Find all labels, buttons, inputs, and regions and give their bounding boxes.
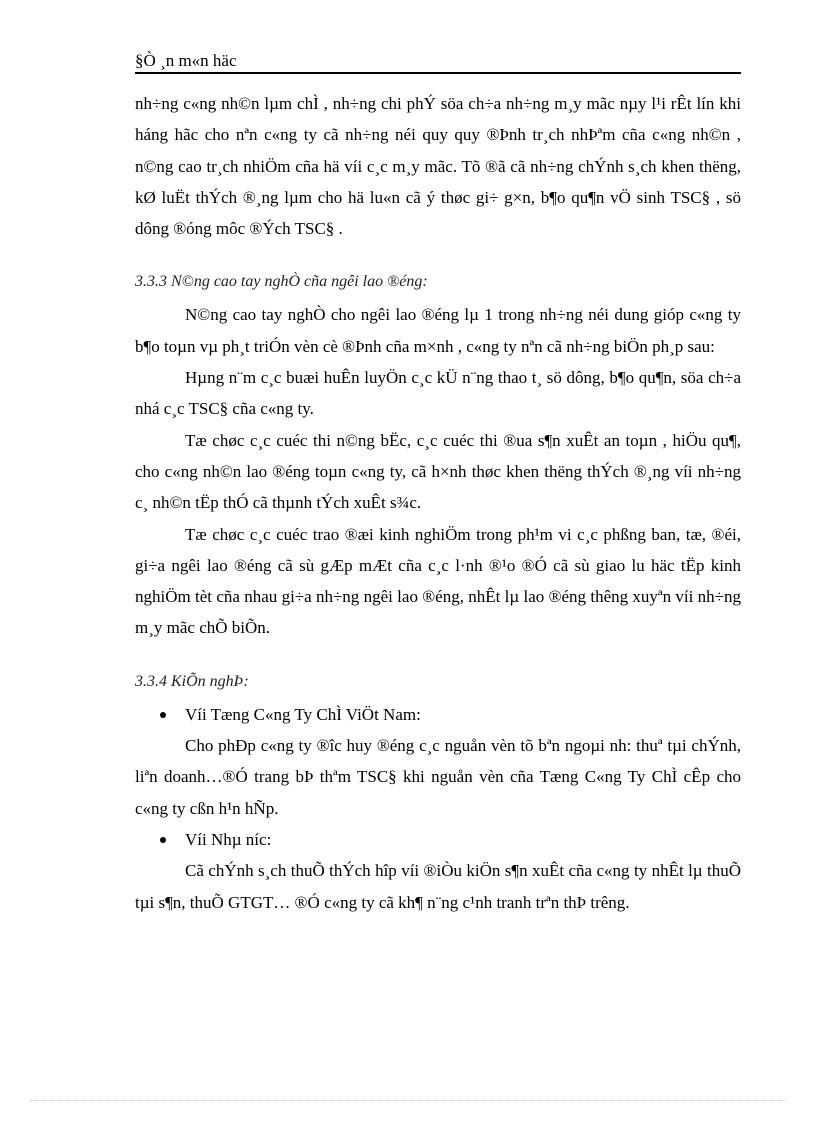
page-bottom-divider <box>30 1100 786 1101</box>
bullet-text: Víi Nhµ níc: <box>185 829 272 849</box>
section-heading: 3.3.4 KiÕn nghÞ: <box>135 672 249 690</box>
section-heading: 3.3.3 N©ng cao tay nghÒ cña ngêi lao ®éng: <box>135 273 428 291</box>
paragraph: Hµng n¨m c¸c buæi huÊn luyÖn c¸c kÜ n¨ng thao t¸ sö dông, b¶o qu¶n, söa ch÷a nhá c¸c TSC§ cña c«ng ty. <box>135 368 741 419</box>
paragraph: nh÷ng c«ng nh©n lµm chÌ , nh÷ng chi phÝ söa ch÷a nh÷ng m¸y mãc nµy l¹i rÊt lín khi háng hãc cho nªn c«ng ty cã nh÷ng néi quy quy ®Þnh tr¸ch nhÞªm cña c«ng nh©n , n©ng cao tr¸ch nhiÖm cña hä víi c¸c m¸y mãc. Tõ ®ã cã nh÷ng chÝnh s¸ch khen thëng, kØ luËt thÝch ®¸ng lµm cho hä lu«n cã ý thøc gi÷ g×n, b¶o qu¶n vÖ sinh TSC§ , sö dông ®óng môc ®Ých TSC§ . <box>135 94 741 239</box>
paragraph: Tæ chøc c¸c cuéc trao ®æi kinh nghiÖm trong ph¹m vi c¸c phßng ban, tæ, ®éi, gi÷a ngêi lao ®éng cã sù gÆp mÆt cña c¸c l·nh ®¹o ®Ó cã sù giao lu häc tËp kinh nghiÖm tèt cña nhau gi÷a nh÷ng ngêi lao ®éng, nhÊt lµ lao ®éng thêng xuyªn víi nh÷ng m¸y mãc chÕ biÕn. <box>135 524 741 638</box>
bullet-text: Víi Tæng C«ng Ty ChÌ ViÖt Nam: <box>185 704 421 724</box>
document-body <box>135 88 741 918</box>
bullet-item <box>135 824 741 855</box>
paragraph: Cho phÐp c«ng ty ®îc huy ®éng c¸c nguån vèn tõ bªn ngoµi nh: thuª tµi chÝnh, liªn doanh…®Ó trang bÞ thªm TSC§ khi nguån vèn cña Tæng C«ng Ty ChÌ cÊp cho c«ng ty cßn h¹n hÑp. <box>135 736 741 818</box>
paragraph: N©ng cao tay nghÒ cho ngêi lao ®éng lµ 1 trong nh÷ng néi dung gióp c«ng ty b¶o toµn vµ ph¸t triÓn vèn cè ®Þnh cña m×nh , c«ng ty nªn cã nh÷ng biÖn ph¸p sau: <box>135 305 741 356</box>
paragraph: Cã chÝnh s¸ch thuÕ thÝch hîp víi ®iÒu kiÖn s¶n xuÊt cña c«ng ty nhÊt lµ thuÕ tµi s¶n, thuÕ GTGT… ®Ó c«ng ty cã kh¶ n¨ng c¹nh tranh trªn thÞ trêng. <box>135 861 741 912</box>
bullet-dot-icon <box>160 837 166 843</box>
bullet-dot-icon <box>160 712 166 718</box>
paragraph: Tæ chøc c¸c cuéc thi n©ng bËc, c¸c cuéc thi ®ua s¶n xuÊt an toµn , hiÖu qu¶, cho c«ng nh©n lao ®éng toµn c«ng ty, cã h×nh thøc khen thëng thÝch ®¸ng víi nh÷ng c¸ nh©n tËp thÓ cã thµnh tÝch xuÊt s¾c. <box>135 430 741 513</box>
bullet-item <box>135 699 741 730</box>
page-header <box>135 50 741 74</box>
header-title: §Ò ¸n m«n häc <box>135 51 237 70</box>
